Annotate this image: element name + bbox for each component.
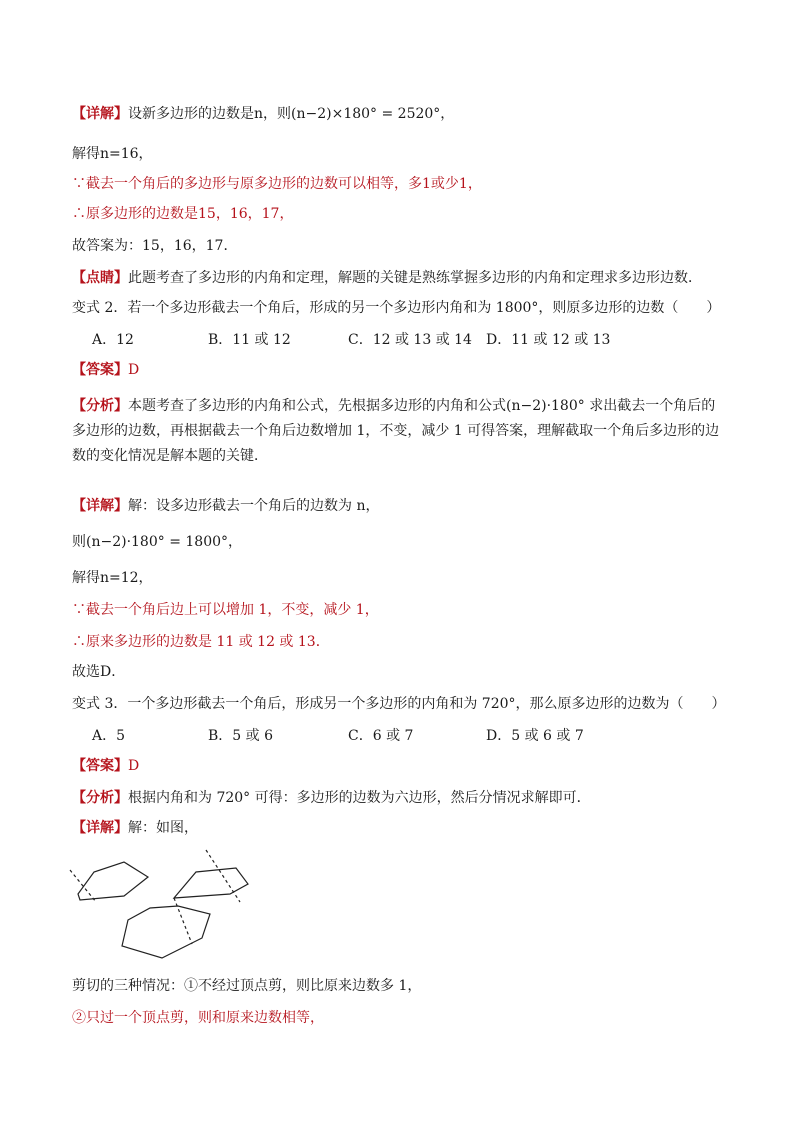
answer-value: D bbox=[128, 758, 140, 774]
equation-line: 则(n−2)·180° = 1800°， bbox=[72, 534, 243, 550]
analysis-tag: 【分析】 bbox=[72, 398, 128, 414]
therefore-line-2: ∴原来多边形的边数是 11 或 12 或 13． bbox=[72, 634, 330, 650]
answer-tag: 【答案】 bbox=[72, 362, 128, 378]
v2-option-b: B．11 或 12 bbox=[208, 332, 291, 348]
analysis-text: 根据内角和为 720° 可得：多边形的边数为六边形，然后分情况求解即可． bbox=[128, 790, 591, 806]
polygon-2 bbox=[174, 868, 248, 898]
v2-answer-line bbox=[72, 360, 139, 380]
because-line-2: ∵截去一个角后边上可以增加 1，不变，减少 1， bbox=[72, 602, 379, 618]
answer-statement: 故答案为：15，16，17． bbox=[72, 238, 238, 254]
v3-analysis bbox=[72, 788, 591, 808]
v3-answer-line bbox=[72, 756, 139, 776]
v3-detail-line bbox=[72, 818, 198, 838]
choose-line: 故选D． bbox=[72, 664, 126, 680]
detail-tag: 【详解】 bbox=[72, 820, 128, 836]
detail-text: 解：设多边形截去一个角后的边数为 n， bbox=[128, 498, 380, 514]
solve-line: 解得n=16， bbox=[72, 146, 153, 162]
cut-line-3 bbox=[174, 898, 192, 944]
cut-cases-line-1: 剪切的三种情况：①不经过顶点剪，则比原来边数多 1， bbox=[72, 978, 422, 994]
remark-text: 此题考查了多边形的内角和定理，解题的关键是熟练掌握多边形的内角和定理求多边形边数． bbox=[128, 270, 702, 286]
therefore-line: ∴原多边形的边数是15，16，17， bbox=[72, 206, 294, 222]
solve-line-2: 解得n=12， bbox=[72, 570, 153, 586]
detail-line-1 bbox=[72, 104, 454, 124]
v3-option-a: A．5 bbox=[92, 728, 126, 744]
variant-2-question: 变式 2．若一个多边形截去一个角后，形成的另一个多边形内角和为 1800°，则原多边形的边数（ ） bbox=[72, 300, 721, 316]
detail-tag: 【详解】 bbox=[72, 498, 128, 514]
analysis-text: 本题考查了多边形的内角和公式，先根据多边形的内角和公式(n−2)·180° 求出截去一个角后的多边形的边数，再根据截去一个角后边数增加 1，不变，减少 1 可得答案，理解截取一个角后多边形的边数的变化情况是解本题的关键． bbox=[72, 398, 720, 464]
because-line: ∵截去一个角后的多边形与原多边形的边数可以相等，多1或少1， bbox=[72, 176, 482, 192]
polygon-1 bbox=[78, 862, 148, 900]
cut-cases-line-2: ②只过一个顶点剪，则和原来边数相等， bbox=[72, 1010, 324, 1026]
answer-value: D bbox=[128, 362, 140, 378]
answer-tag: 【答案】 bbox=[72, 758, 128, 774]
v3-option-c: C．6 或 7 bbox=[348, 728, 414, 744]
polygon-3 bbox=[122, 906, 210, 958]
analysis-tag: 【分析】 bbox=[72, 790, 128, 806]
polygon-cut-figure bbox=[66, 846, 266, 966]
variant-3-question: 变式 3．一个多边形截去一个角后，形成另一个多边形的内角和为 720°，那么原多边形的边数为（ ） bbox=[72, 696, 726, 712]
v2-option-d: D．11 或 12 或 13 bbox=[486, 332, 611, 348]
v3-option-d: D．5 或 6 或 7 bbox=[486, 728, 584, 744]
v2-detail-line bbox=[72, 496, 379, 516]
detail-text: 设新多边形的边数是n，则(n−2)×180° = 2520°， bbox=[128, 106, 455, 122]
v3-option-b: B．5 或 6 bbox=[208, 728, 274, 744]
remark-tag: 【点睛】 bbox=[72, 270, 128, 286]
v2-option-a: A．12 bbox=[92, 332, 134, 348]
detail-text: 解：如图， bbox=[128, 820, 198, 836]
v2-analysis bbox=[72, 394, 722, 469]
remark-line bbox=[72, 268, 702, 288]
v2-option-c: C．12 或 13 或 14 bbox=[348, 332, 472, 348]
detail-tag: 【详解】 bbox=[72, 106, 128, 122]
